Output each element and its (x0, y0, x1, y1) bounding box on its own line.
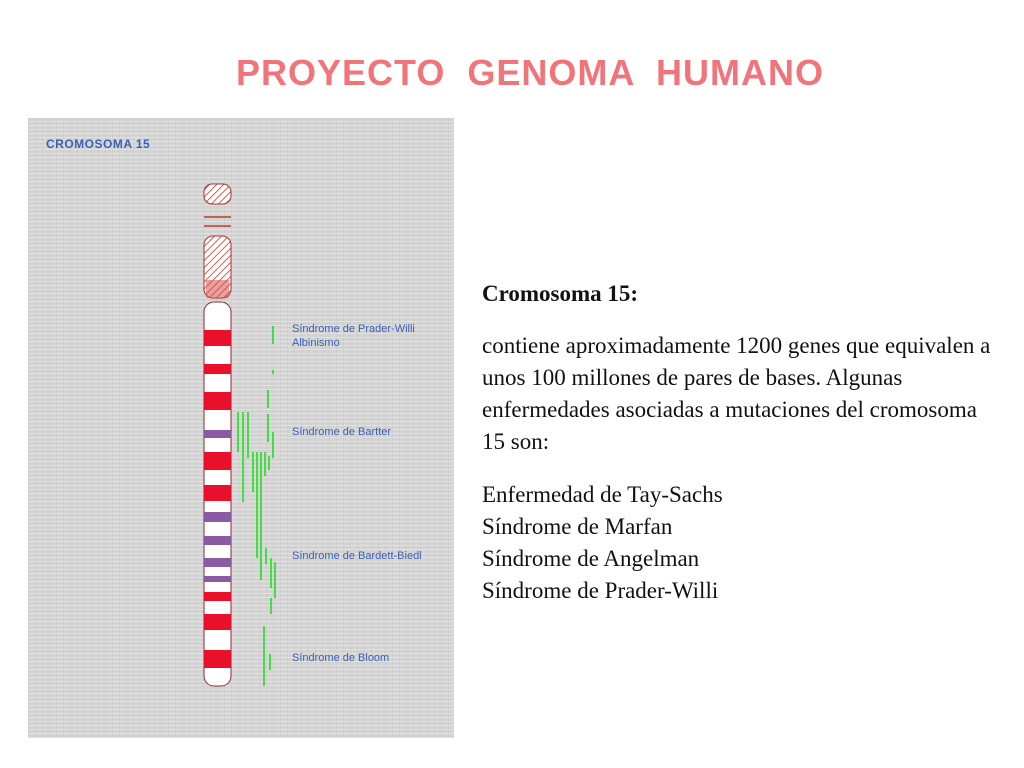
disease-item: Síndrome de Angelman (482, 546, 700, 571)
slide-title: PROYECTO GENOMA HUMANO (235, 52, 825, 93)
chromosome-diagram-title: CROMOSOMA 15 (46, 137, 151, 151)
red-band (204, 392, 231, 410)
red-band (204, 364, 231, 374)
red-band (204, 452, 231, 470)
chromosome-satellite (204, 184, 231, 204)
red-band (204, 485, 231, 501)
syndrome-label: Síndrome de Bartter (292, 426, 392, 438)
gene-locus-lines (238, 326, 275, 686)
info-body: contiene aproximadamente 1200 genes que equivalen a unos 100 millones de pares de bases. Algunas enfermedades asociadas a mutaciones del cromosoma 15 son: (482, 333, 991, 454)
info-heading: Cromosoma 15: (482, 281, 639, 306)
chromosome-info (482, 278, 1002, 607)
centromere (206, 280, 229, 298)
syndrome-label: Síndrome de Bardett-Biedl (292, 550, 422, 562)
red-band (204, 650, 231, 668)
purple-band (204, 512, 231, 522)
syndrome-label: Síndrome de Prader-Willi (292, 323, 415, 335)
purple-band (204, 430, 231, 438)
chromosome-long-arm (204, 302, 231, 686)
red-band (204, 614, 231, 630)
purple-band (204, 558, 231, 567)
disease-item: Síndrome de Prader-Willi (482, 578, 719, 603)
purple-band (204, 536, 231, 545)
syndrome-label: Albinismo (292, 337, 340, 349)
purple-band (204, 576, 231, 582)
disease-list (482, 479, 1002, 607)
disease-item: Síndrome de Marfan (482, 514, 673, 539)
red-band (204, 330, 231, 346)
red-band (204, 592, 231, 601)
syndrome-label: Síndrome de Bloom (292, 652, 390, 664)
disease-item: Enfermedad de Tay-Sachs (482, 482, 723, 507)
chromosome-diagram-panel (28, 118, 454, 738)
